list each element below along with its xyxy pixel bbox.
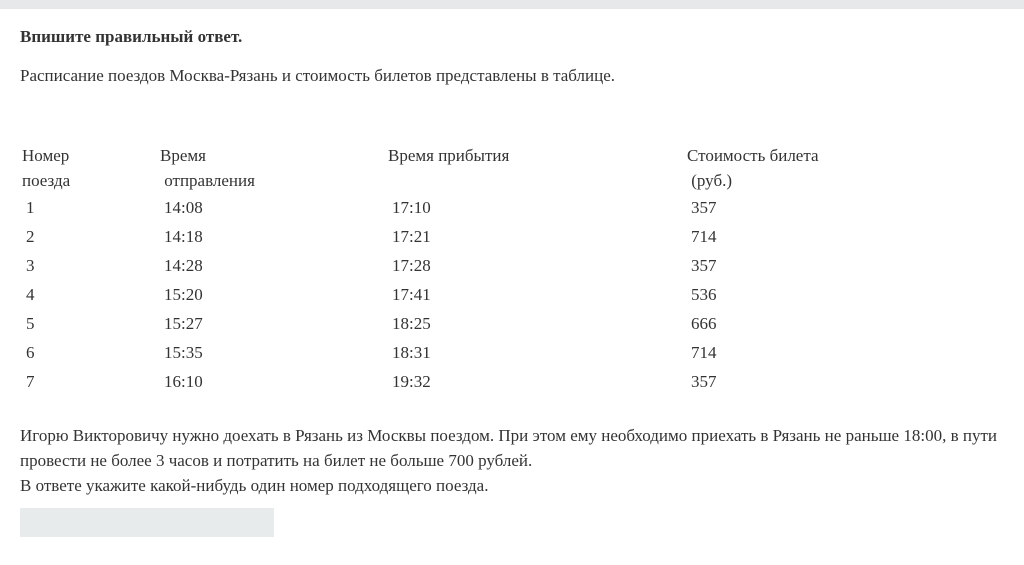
arrival-time: 17:21: [392, 227, 431, 246]
table-row: [22, 251, 922, 280]
intro-text: Расписание поездов Москва-Рязань и стоимость билетов представлены в таблице.: [20, 66, 616, 85]
train-number: 4: [26, 285, 35, 304]
departure-time: 15:27: [164, 314, 203, 333]
arrival-time: 19:32: [392, 372, 431, 391]
train-number: 7: [26, 372, 35, 391]
departure-time: 15:20: [164, 285, 203, 304]
ticket-price: 357: [691, 198, 717, 217]
header-arrival-time: Время прибытия: [388, 146, 510, 165]
departure-time: 15:35: [164, 343, 203, 362]
answer-input[interactable]: [20, 508, 274, 537]
arrival-time: 17:41: [392, 285, 431, 304]
train-number: 6: [26, 343, 35, 362]
ticket-price: 714: [691, 343, 717, 362]
departure-time: 14:28: [164, 256, 203, 275]
ticket-price: 536: [691, 285, 717, 304]
train-number: 5: [26, 314, 35, 333]
table-row: [22, 280, 922, 309]
departure-time: 16:10: [164, 372, 203, 391]
ticket-price: 357: [691, 256, 717, 275]
train-number: 1: [26, 198, 35, 217]
arrival-time: 17:10: [392, 198, 431, 217]
train-number: 3: [26, 256, 35, 275]
table-row: [22, 222, 922, 251]
arrival-time: 18:31: [392, 343, 431, 362]
departure-time: 14:08: [164, 198, 203, 217]
arrival-time: 18:25: [392, 314, 431, 333]
task-text: [20, 423, 997, 498]
ticket-price: 666: [691, 314, 717, 333]
table-row: [22, 367, 922, 396]
table-row: [22, 338, 922, 367]
arrival-time: 17:28: [392, 256, 431, 275]
header-ticket-price: Стоимость билета (руб.): [687, 146, 819, 190]
instruction-heading: Впишите правильный ответ.: [20, 27, 243, 46]
train-number: 2: [26, 227, 35, 246]
departure-time: 14:18: [164, 227, 203, 246]
ticket-price: 357: [691, 372, 717, 391]
header-departure-time: Время отправления: [160, 146, 255, 190]
top-bar: [0, 0, 1024, 9]
task-conditions: Игорю Викторовичу нужно доехать в Рязань из Москвы поездом. При этом ему необходимо приехать в Рязань не раньше 18:00, в пути провести не более 3 часов и потратить на билет не больше 700 рублей.: [20, 426, 997, 470]
table-row: [22, 193, 922, 222]
schedule-table: [22, 143, 922, 396]
table-row: [22, 309, 922, 338]
ticket-price: 714: [691, 227, 717, 246]
header-train-number: Номер поезда: [22, 146, 71, 190]
table-header: [22, 143, 922, 193]
task-question: В ответе укажите какой-нибудь один номер подходящего поезда.: [20, 476, 489, 495]
